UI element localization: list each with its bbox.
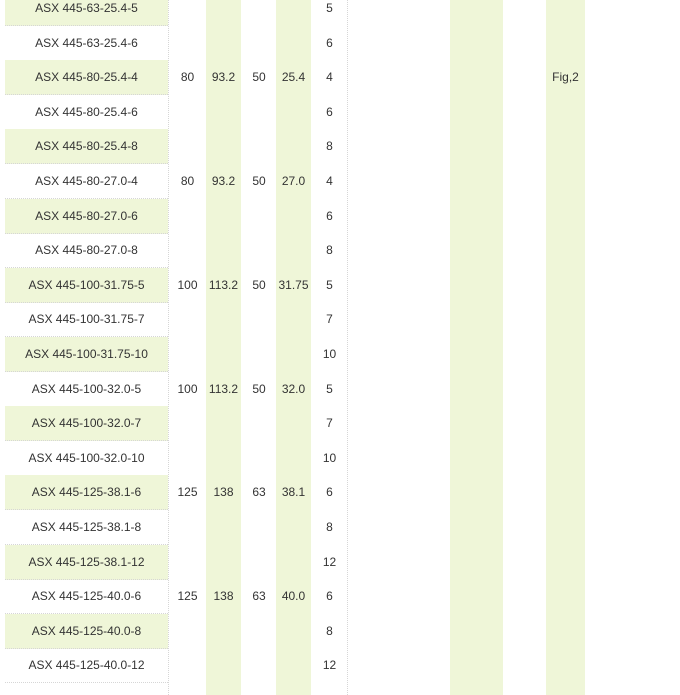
figure-ref-cell — [546, 95, 585, 130]
outer-diameter-cell — [170, 337, 205, 372]
length-cell — [242, 545, 276, 580]
tip-diameter-cell — [206, 648, 241, 683]
table-row — [0, 510, 680, 545]
product-code-cell: ASX 445-100-32.0-5 — [31, 381, 142, 396]
table-row — [0, 233, 680, 268]
tip-diameter-cell — [206, 129, 241, 164]
figure-ref-cell — [546, 0, 585, 26]
outer-diameter-cell: 100 — [177, 277, 198, 292]
tip-diameter-cell — [206, 0, 241, 26]
bore-size-cell — [276, 406, 311, 441]
table-row — [0, 164, 680, 199]
outer-diameter-cell — [170, 26, 205, 61]
outer-diameter-cell — [170, 510, 205, 545]
product-code-cell: ASX 445-125-40.0-8 — [31, 623, 142, 638]
outer-diameter-cell — [170, 406, 205, 441]
product-code-cell: ASX 445-125-38.1-12 — [28, 554, 145, 569]
figure-ref-cell — [546, 372, 585, 407]
table-row — [0, 129, 680, 164]
bore-size-cell: 25.4 — [281, 70, 306, 85]
tip-diameter-cell — [206, 302, 241, 337]
table-row — [0, 545, 680, 580]
length-cell — [242, 337, 276, 372]
teeth-count-cell: 8 — [326, 139, 333, 154]
table-row — [0, 268, 680, 303]
teeth-count-cell: 5 — [326, 277, 333, 292]
table-row — [0, 60, 680, 95]
tip-diameter-cell: 138 — [213, 589, 234, 604]
figure-ref-cell — [546, 233, 585, 268]
teeth-count-cell: 5 — [326, 1, 333, 15]
bore-size-cell — [276, 545, 311, 580]
table-row — [0, 199, 680, 234]
figure-ref-cell — [546, 26, 585, 61]
bore-size-cell — [276, 233, 311, 268]
table-row — [0, 337, 680, 372]
length-cell: 63 — [252, 485, 266, 500]
tip-diameter-cell — [206, 337, 241, 372]
figure-ref-cell — [546, 129, 585, 164]
table-row — [0, 372, 680, 407]
outer-diameter-cell: 80 — [180, 70, 195, 85]
product-code-cell: ASX 445-63-25.4-5 — [35, 1, 138, 15]
length-cell — [242, 233, 276, 268]
table-row — [0, 26, 680, 61]
length-cell — [242, 95, 276, 130]
table-row — [0, 648, 680, 683]
table-row — [0, 441, 680, 476]
figure-ref-cell — [546, 510, 585, 545]
figure-ref-cell — [546, 164, 585, 199]
figure-ref-cell — [546, 302, 585, 337]
table-row — [0, 302, 680, 337]
outer-diameter-cell — [170, 545, 205, 580]
tip-diameter-cell — [206, 510, 241, 545]
tip-diameter-cell — [206, 233, 241, 268]
figure-ref-cell — [546, 545, 585, 580]
product-code-cell: ASX 445-100-31.75-7 — [28, 312, 145, 327]
teeth-count-cell: 7 — [326, 416, 333, 431]
length-cell: 50 — [252, 381, 266, 396]
tip-diameter-cell: 93.2 — [211, 174, 236, 188]
product-code-cell: ASX 445-125-40.0-12 — [28, 658, 145, 673]
tip-diameter-cell: 93.2 — [211, 70, 236, 85]
teeth-count-cell: 10 — [322, 347, 337, 361]
teeth-count-cell: 6 — [326, 104, 333, 119]
tip-diameter-cell: 113.2 — [208, 277, 239, 292]
figure-ref-cell — [546, 441, 585, 476]
product-code-cell: ASX 445-125-38.1-6 — [31, 485, 142, 500]
product-code-cell: ASX 445-63-25.4-6 — [35, 35, 138, 50]
table-row — [0, 579, 680, 614]
table-row — [0, 475, 680, 510]
bore-size-cell — [276, 26, 311, 61]
product-code-cell: ASX 445-80-27.0-6 — [35, 208, 138, 223]
bore-size-cell — [276, 0, 311, 26]
teeth-count-cell: 4 — [326, 70, 333, 85]
length-cell — [242, 129, 276, 164]
bore-size-cell — [276, 648, 311, 683]
tip-diameter-cell — [206, 406, 241, 441]
bore-size-cell: 32.0 — [281, 381, 306, 396]
bore-size-cell: 38.1 — [281, 485, 306, 500]
length-cell — [242, 0, 276, 26]
teeth-count-cell: 6 — [326, 208, 333, 223]
bore-size-cell — [276, 95, 311, 130]
teeth-count-cell: 6 — [326, 35, 333, 50]
length-cell — [242, 510, 276, 545]
bore-size-cell — [276, 441, 311, 476]
length-cell — [242, 648, 276, 683]
table-row — [0, 406, 680, 441]
figure-ref-cell — [546, 406, 585, 441]
figure-ref-cell — [546, 475, 585, 510]
length-cell — [242, 26, 276, 61]
outer-diameter-cell — [170, 233, 205, 268]
length-cell — [242, 199, 276, 234]
length-cell: 50 — [252, 174, 266, 188]
table-row — [0, 0, 680, 26]
table-row — [0, 614, 680, 649]
teeth-count-cell: 5 — [326, 381, 333, 396]
length-cell: 50 — [252, 277, 266, 292]
teeth-count-cell: 7 — [326, 312, 333, 327]
outer-diameter-cell: 125 — [177, 485, 198, 500]
tip-diameter-cell — [206, 441, 241, 476]
outer-diameter-cell — [170, 199, 205, 234]
tip-diameter-cell: 138 — [213, 485, 234, 500]
length-cell — [242, 406, 276, 441]
product-code-cell: ASX 445-125-40.0-6 — [31, 589, 142, 604]
figure-ref-cell — [546, 648, 585, 683]
teeth-count-cell: 8 — [326, 623, 333, 638]
bore-size-cell: 40.0 — [281, 589, 306, 604]
figure-ref-cell — [546, 337, 585, 372]
figure-ref-cell: Fig,2 — [552, 70, 579, 85]
tip-diameter-cell — [206, 26, 241, 61]
tip-diameter-cell — [206, 545, 241, 580]
figure-ref-cell — [546, 579, 585, 614]
outer-diameter-cell — [170, 614, 205, 649]
teeth-count-cell: 12 — [322, 554, 337, 569]
outer-diameter-cell — [170, 0, 205, 26]
product-code-cell: ASX 445-80-25.4-8 — [35, 139, 138, 154]
product-code-cell: ASX 445-125-38.1-8 — [31, 520, 142, 534]
product-code-cell: ASX 445-80-25.4-6 — [35, 104, 138, 119]
teeth-count-cell: 12 — [322, 658, 337, 673]
bore-size-cell — [276, 510, 311, 545]
teeth-count-cell: 6 — [326, 589, 333, 604]
outer-diameter-cell — [170, 302, 205, 337]
teeth-count-cell: 6 — [326, 485, 333, 500]
outer-diameter-cell — [170, 129, 205, 164]
product-code-cell: ASX 445-80-27.0-8 — [35, 243, 138, 258]
outer-diameter-cell: 125 — [177, 589, 198, 604]
teeth-count-cell: 8 — [326, 520, 333, 534]
product-code-cell: ASX 445-100-31.75-5 — [28, 277, 145, 292]
bore-size-cell — [276, 614, 311, 649]
outer-diameter-cell: 80 — [180, 174, 195, 188]
table-row — [0, 95, 680, 130]
bore-size-cell — [276, 302, 311, 337]
teeth-count-cell: 8 — [326, 243, 333, 258]
length-cell: 63 — [252, 589, 266, 604]
outer-diameter-cell — [170, 648, 205, 683]
bore-size-cell — [276, 199, 311, 234]
length-cell — [242, 614, 276, 649]
bore-size-cell: 27.0 — [281, 174, 306, 188]
product-code-cell: ASX 445-80-25.4-4 — [35, 70, 138, 85]
length-cell — [242, 302, 276, 337]
teeth-count-cell: 10 — [322, 450, 337, 465]
length-cell: 50 — [252, 70, 266, 85]
teeth-count-cell: 4 — [326, 174, 333, 188]
product-code-cell: ASX 445-80-27.0-4 — [35, 174, 138, 188]
bore-size-cell: 31.75 — [278, 277, 309, 292]
outer-diameter-cell: 100 — [177, 381, 198, 396]
product-code-cell: ASX 445-100-32.0-10 — [28, 450, 145, 465]
figure-ref-cell — [546, 614, 585, 649]
tip-diameter-cell — [206, 199, 241, 234]
outer-diameter-cell — [170, 95, 205, 130]
outer-diameter-cell — [170, 441, 205, 476]
tip-diameter-cell: 113.2 — [208, 381, 239, 396]
tip-diameter-cell — [206, 95, 241, 130]
product-code-cell: ASX 445-100-31.75-10 — [25, 347, 148, 361]
bore-size-cell — [276, 129, 311, 164]
tip-diameter-cell — [206, 614, 241, 649]
figure-ref-cell — [546, 268, 585, 303]
figure-ref-cell — [546, 199, 585, 234]
length-cell — [242, 441, 276, 476]
product-code-cell: ASX 445-100-32.0-7 — [31, 416, 142, 431]
bore-size-cell — [276, 337, 311, 372]
